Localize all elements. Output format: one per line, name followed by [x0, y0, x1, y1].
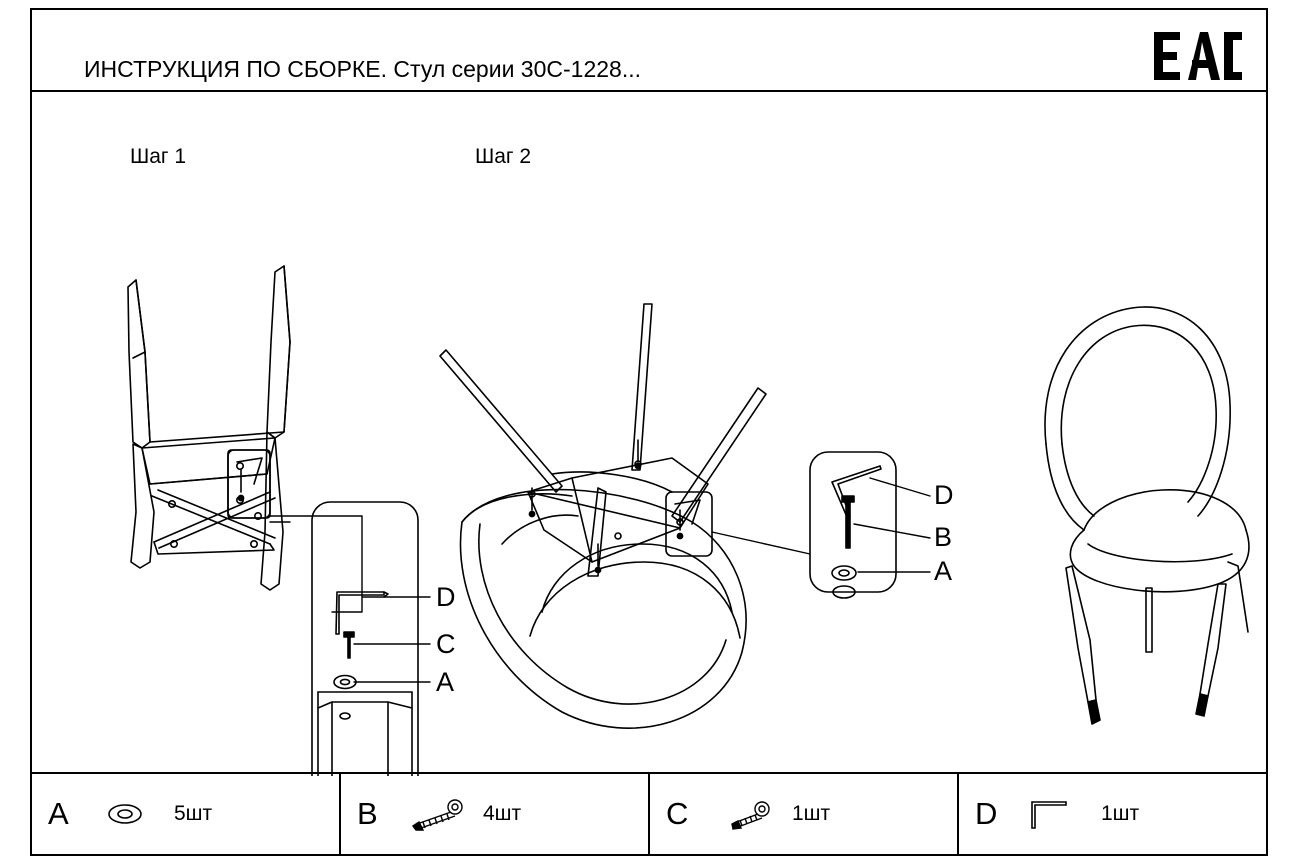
part-qty: 4шт — [483, 802, 522, 825]
callout-step1-D: D — [436, 582, 456, 612]
part-letter: C — [666, 796, 689, 831]
assembly-diagram-canvas — [32, 92, 1266, 776]
part-cell-d — [959, 774, 1266, 854]
part-cell-a — [32, 774, 341, 854]
long-bolt-icon — [391, 788, 477, 840]
step1-frame-drawing — [128, 266, 362, 612]
callout-step1-A: A — [436, 667, 455, 697]
step1-hardware-panel — [312, 502, 430, 776]
eac-mark — [1152, 32, 1244, 80]
page-title: ИНСТРУКЦИЯ ПО СБОРКЕ. Стул серии 30C-1228... — [84, 56, 641, 82]
title-bar — [32, 10, 1266, 92]
short-screw-icon — [700, 788, 786, 840]
step-1-label: Шаг 1 — [130, 145, 187, 168]
instruction-sheet — [30, 8, 1268, 856]
part-qty: 1шт — [1101, 802, 1140, 825]
callout-step2-A: A — [934, 556, 953, 586]
part-letter: B — [357, 796, 378, 831]
step-2-label: Шаг 2 — [475, 145, 532, 168]
step2-chair-drawing — [440, 304, 810, 728]
step2-hardware-panel — [810, 452, 930, 598]
finished-chair-drawing — [1045, 307, 1249, 724]
callout-step2-B: B — [934, 522, 953, 552]
part-cell-c — [650, 774, 959, 854]
part-letter: A — [48, 796, 69, 831]
callout-step1-C: C — [436, 629, 456, 659]
hex-key-icon — [1009, 788, 1095, 840]
callout-step2-D: D — [934, 480, 954, 510]
parts-list-bar — [32, 772, 1266, 854]
part-cell-b — [341, 774, 650, 854]
part-qty: 5шт — [174, 802, 213, 825]
part-letter: D — [975, 796, 998, 831]
part-qty: 1шт — [792, 802, 831, 825]
washer-icon — [82, 788, 168, 840]
